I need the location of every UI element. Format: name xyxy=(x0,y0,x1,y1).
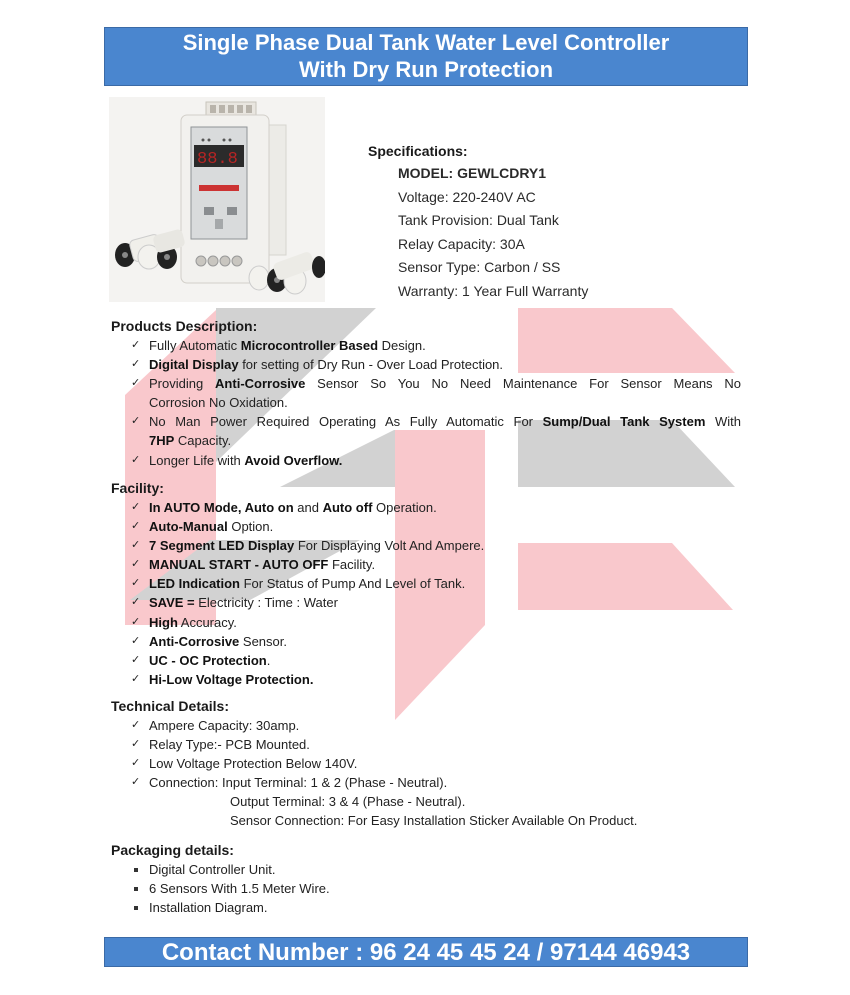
check-icon: ✓ xyxy=(131,672,141,685)
check-icon: ✓ xyxy=(131,358,141,371)
square-bullet-icon xyxy=(134,887,138,891)
facility-section xyxy=(111,478,741,689)
square-bullet-icon xyxy=(134,906,138,910)
list-item: ✓ Providing Anti-Corrosive Sensor So You No Need Maintenance For Sensor Means No Corrosion No Oxidation. xyxy=(131,376,742,411)
list-item: ✓ No Man Power Required Operating As Fully Automatic For Sump/Dual Tank System With 7HP Capacity. xyxy=(131,414,741,449)
check-icon: ✓ xyxy=(131,596,141,609)
check-icon: ✓ xyxy=(131,577,141,590)
list-item: ✓ 7 Segment LED Display For Displaying Volt And Ampere. xyxy=(111,536,741,555)
connection-sensor: Sensor Connection: For Easy Installation Sticker Available On Product. xyxy=(230,813,638,829)
packaging-details-title: Packaging details: xyxy=(111,842,234,858)
check-icon: ✓ xyxy=(131,539,141,552)
title-banner xyxy=(104,27,748,86)
product-image xyxy=(109,97,325,302)
list-item: ✓ Ampere Capacity: 30amp. xyxy=(111,716,741,735)
packaging-details-section xyxy=(111,840,741,917)
products-description-section xyxy=(111,316,741,470)
list-item: ✓ In AUTO Mode, Auto on and Auto off Operation. xyxy=(111,498,741,517)
list-item: ✓ MANUAL START - AUTO OFF Facility. xyxy=(111,555,741,574)
check-icon: ✓ xyxy=(131,757,141,770)
title-line-1: Single Phase Dual Tank Water Level Controller xyxy=(182,30,670,55)
list-item: ✓ UC - OC Protection. xyxy=(111,651,741,670)
spec-voltage: Voltage: 220-240V AC xyxy=(398,188,536,205)
list-item: ✓ Digital Display for setting of Dry Run - Over Load Protection. xyxy=(111,355,741,374)
specifications-title: Specifications: xyxy=(368,143,468,159)
specifications-block xyxy=(368,140,588,304)
list-item: ✓ Relay Type:- PCB Mounted. xyxy=(111,735,741,754)
check-icon: ✓ xyxy=(131,501,141,513)
list-item: ✓ LED Indication For Status of Pump And Level of Tank. xyxy=(111,574,741,593)
check-icon: ✓ xyxy=(131,776,141,789)
list-item: ✓ Connection: Input Terminal: 1 & 2 (Phase - Neutral). xyxy=(111,773,741,792)
controller-illustration xyxy=(109,97,325,302)
spec-warranty: Warranty: 1 Year Full Warranty xyxy=(398,282,589,299)
technical-details-title: Technical Details: xyxy=(111,698,230,714)
check-icon: ✓ xyxy=(131,653,141,666)
list-item: ✓ Auto-Manual Option. xyxy=(111,517,741,536)
spec-relay-capacity: Relay Capacity: 30A xyxy=(398,235,525,252)
list-item: Digital Controller Unit. xyxy=(111,860,741,879)
check-icon: ✓ xyxy=(131,377,141,390)
list-item: ✓ Hi-Low Voltage Protection. xyxy=(111,670,741,689)
list-item: ✓ High Accuracy. xyxy=(111,613,741,632)
list-item: Installation Diagram. xyxy=(111,898,741,917)
list-item: ✓ Longer Life with Avoid Overflow. xyxy=(111,451,741,470)
list-item: ✓ Fully Automatic Microcontroller Based Design. xyxy=(111,336,741,355)
technical-details-section xyxy=(111,696,741,831)
check-icon: ✓ xyxy=(131,719,141,731)
spec-sensor-type: Sensor Type: Carbon / SS xyxy=(398,259,561,276)
title-line-2: With Dry Run Protection xyxy=(298,57,554,82)
check-icon: ✓ xyxy=(131,634,141,647)
check-icon: ✓ xyxy=(131,339,141,351)
connection-output-terminal: Output Terminal: 3 & 4 (Phase - Neutral). xyxy=(230,794,466,810)
check-icon: ✓ xyxy=(131,558,141,571)
list-item: ✓ Low Voltage Protection Below 140V. xyxy=(111,754,741,773)
check-icon: ✓ xyxy=(131,453,141,466)
svg-text:88.8: 88.8 xyxy=(197,150,238,169)
list-item: 6 Sensors With 1.5 Meter Wire. xyxy=(111,879,741,898)
spec-model: MODEL: GEWLCDRY1 xyxy=(398,165,547,181)
check-icon: ✓ xyxy=(131,615,141,628)
contact-banner xyxy=(104,937,748,967)
square-bullet-icon xyxy=(134,868,138,872)
facility-title: Facility: xyxy=(111,480,164,496)
list-item: ✓ Anti-Corrosive Sensor. xyxy=(111,632,741,651)
contact-number: Contact Number : 96 24 45 45 24 / 97144 46943 xyxy=(161,939,691,966)
spec-tank-provision: Tank Provision: Dual Tank xyxy=(398,212,559,229)
check-icon: ✓ xyxy=(131,738,141,751)
products-description-title: Products Description: xyxy=(111,318,258,334)
check-icon: ✓ xyxy=(131,520,141,533)
list-item: ✓ SAVE = Electricity : Time : Water xyxy=(111,593,741,612)
check-icon: ✓ xyxy=(131,415,141,428)
